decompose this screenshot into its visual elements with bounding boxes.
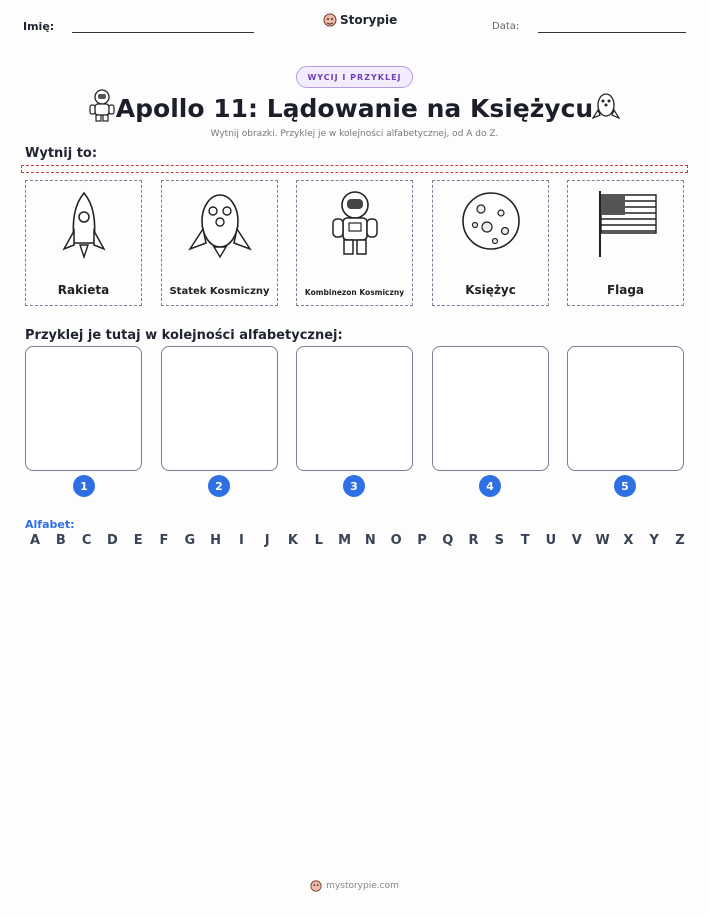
- alphabet-letter: O: [390, 533, 402, 548]
- storypie-logo-icon: [310, 880, 322, 892]
- cut-card-ksiezyc[interactable]: [432, 180, 549, 306]
- card-label: Księżyc: [465, 283, 516, 297]
- brand-logo: [323, 13, 397, 27]
- cut-card-flaga[interactable]: [567, 180, 684, 306]
- number-badge-2: 2: [208, 475, 230, 497]
- storypie-logo-icon: [323, 13, 337, 27]
- name-line: [72, 32, 254, 33]
- page-title: Apollo 11: Lądowanie na Księżycu: [115, 94, 594, 123]
- alphabet-letter: Q: [442, 533, 454, 548]
- activity-badge: WYCIJ I PRZYKLEJ: [296, 66, 413, 88]
- alphabet-letter: N: [364, 533, 376, 548]
- rocket-icon: [44, 187, 124, 267]
- alphabet-letter: M: [338, 533, 352, 548]
- alphabet-letter: X: [623, 533, 634, 548]
- alphabet-letter: G: [184, 533, 196, 548]
- paste-box-2[interactable]: [161, 346, 278, 471]
- alphabet-letter: C: [81, 533, 92, 548]
- alphabet-letter: D: [106, 533, 118, 548]
- cut-card-rakieta[interactable]: [25, 180, 142, 306]
- name-label: Imię:: [23, 20, 55, 33]
- flag-icon: [586, 187, 666, 267]
- alphabet-letter: F: [159, 533, 169, 548]
- alphabet-letter: P: [417, 533, 427, 548]
- date-label: Data:: [492, 21, 520, 32]
- paste-box-1[interactable]: [25, 346, 142, 471]
- cut-card-statek-kosmiczny[interactable]: [161, 180, 278, 306]
- cut-card-kombinezon-kosmiczny[interactable]: [296, 180, 413, 306]
- footer-url: mystorypie.com: [326, 881, 399, 891]
- spaceship-icon: [180, 187, 260, 267]
- card-label: Statek Kosmiczny: [169, 286, 270, 297]
- alphabet-letter: J: [264, 533, 270, 548]
- alphabet-letter: B: [55, 533, 66, 548]
- alphabet-letter: I: [238, 533, 244, 548]
- alphabet-letter: H: [210, 533, 222, 548]
- number-badge-4: 4: [479, 475, 501, 497]
- alphabet-letter: E: [133, 533, 143, 548]
- number-badge-5: 5: [614, 475, 636, 497]
- cut-line: [21, 165, 688, 173]
- spaceship-small-icon: [592, 92, 620, 122]
- brand-name: Storypie: [340, 13, 398, 27]
- date-line: [538, 32, 686, 33]
- alphabet-row: [26, 533, 689, 548]
- alphabet-letter: R: [468, 533, 479, 548]
- cut-heading: Wytnij to:: [25, 146, 98, 161]
- alphabet-letter: Z: [675, 533, 685, 548]
- paste-box-5[interactable]: [567, 346, 684, 471]
- alphabet-letter: L: [314, 533, 323, 548]
- alphabet-letter: W: [595, 533, 610, 548]
- card-label: Rakieta: [57, 283, 110, 297]
- alphabet-letter: A: [29, 533, 41, 548]
- alphabet-letter: K: [287, 533, 298, 548]
- instructions: Wytnij obrazki. Przyklej je w kolejności alfabetycznej, od A do Z.: [210, 129, 499, 139]
- alphabet-letter: V: [571, 533, 582, 548]
- paste-heading: Przyklej je tutaj w kolejności alfabetycznej:: [25, 328, 343, 343]
- alphabet-letter: Y: [649, 533, 659, 548]
- card-label: Flaga: [606, 283, 645, 297]
- alphabet-letter: U: [545, 533, 557, 548]
- card-label: Kombinezon Kosmiczny: [304, 288, 405, 297]
- alphabet-title: Alfabet:: [25, 518, 75, 531]
- number-badge-1: 1: [73, 475, 95, 497]
- alphabet-letter: S: [494, 533, 505, 548]
- astronaut-icon: [315, 187, 395, 267]
- number-badge-3: 3: [343, 475, 365, 497]
- footer: [0, 880, 709, 892]
- alphabet-letter: T: [520, 533, 530, 548]
- paste-box-4[interactable]: [432, 346, 549, 471]
- paste-box-3[interactable]: [296, 346, 413, 471]
- moon-icon: [451, 187, 531, 267]
